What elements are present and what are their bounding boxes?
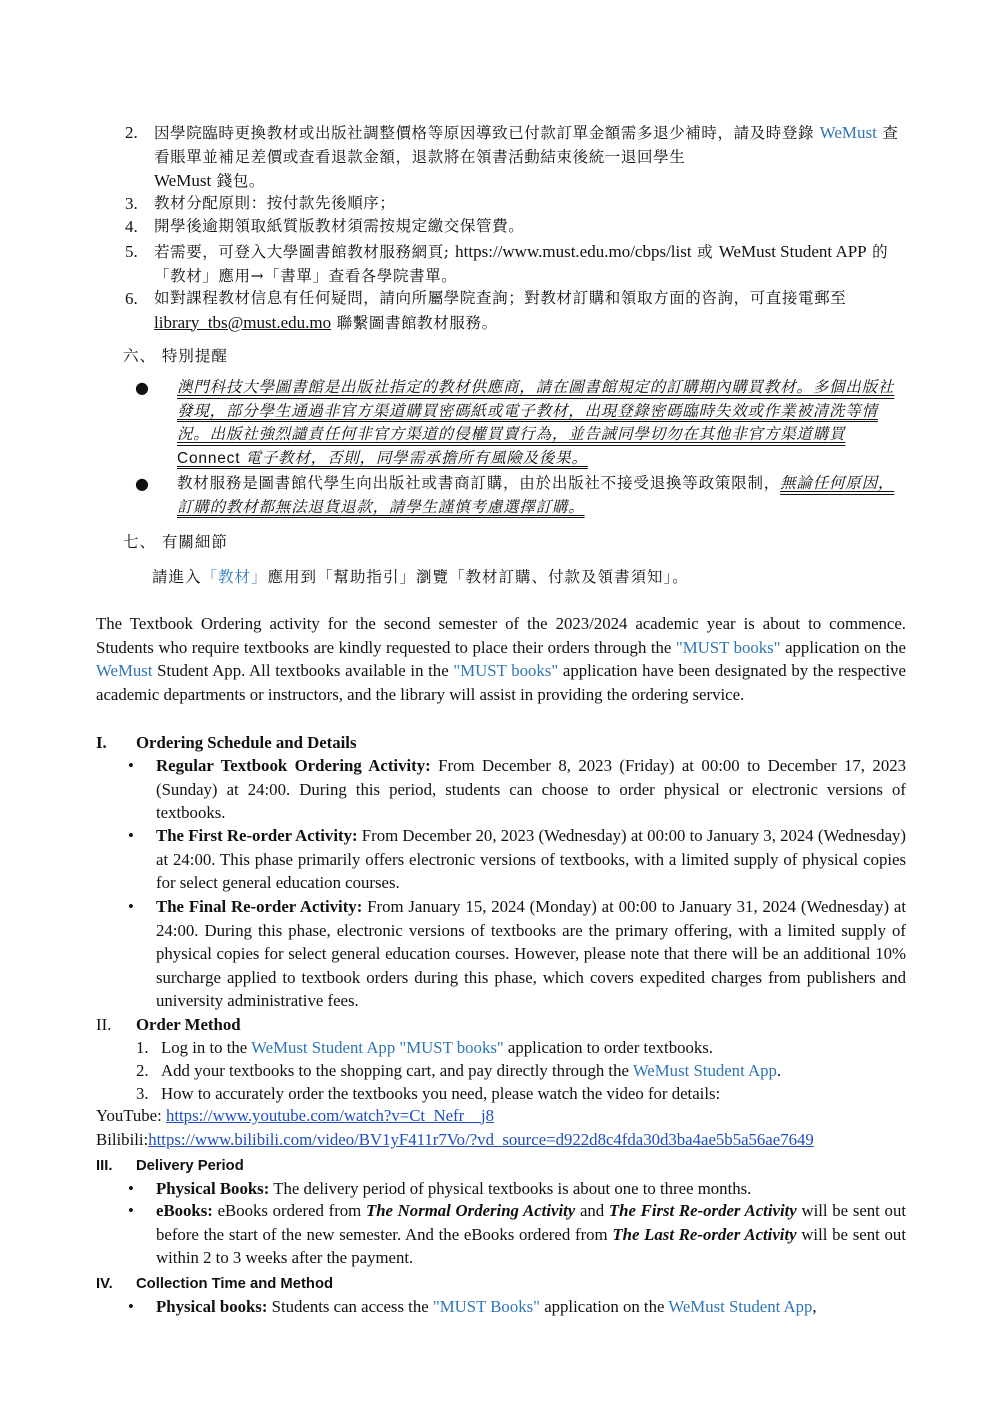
- bilibili-line: [96, 1128, 814, 1151]
- connect-text: Connect: [177, 449, 246, 467]
- zh-list-item-2: [125, 121, 910, 194]
- wemust-text: WeMust: [154, 171, 212, 190]
- intro-text: Student App. All textbooks available in the: [152, 661, 454, 680]
- step-text: .: [776, 1061, 782, 1080]
- intro-paragraph: [96, 612, 906, 706]
- bullet-text: ,: [812, 1297, 817, 1316]
- bullet-icon: •: [128, 897, 134, 916]
- zh-section7-heading: 七、 有關細節: [123, 533, 228, 551]
- order-step-1: [136, 1036, 916, 1059]
- section-number: I.: [96, 733, 107, 752]
- reminder-text: 教材服務是圖書館代學生向出版社或書商訂購，由於出版社不接受退換等政策限制，: [177, 474, 781, 492]
- delivery-bullet-ebooks: [128, 1199, 906, 1270]
- step-text: application to order textbooks.: [503, 1038, 713, 1057]
- reminder-text: 電子教材，否則，同學需承擔所有風險及後果。: [245, 448, 588, 467]
- section-title: Delivery Period: [136, 1158, 244, 1174]
- step-number: 1.: [136, 1038, 149, 1057]
- bullet-icon: •: [128, 1297, 134, 1316]
- list-number: 3.: [125, 194, 138, 213]
- bullet-text: application on the: [540, 1297, 669, 1316]
- step-number: 3.: [136, 1084, 149, 1103]
- list-text: 因學院臨時更換教材或出版社調整價格等原因導致已付款訂單金額需多退少補時，請及時登錄: [154, 124, 815, 142]
- section-title: Order Method: [136, 1015, 241, 1034]
- bilibili-label: Bilibili:: [96, 1130, 149, 1149]
- list-text: 或: [691, 243, 719, 261]
- youtube-label: YouTube:: [96, 1106, 166, 1125]
- schedule-bullet-first-reorder: [128, 824, 906, 895]
- textbook-app-link[interactable]: 「教材」: [201, 568, 268, 586]
- bullet-text: and: [575, 1201, 609, 1220]
- activity-name: The Normal Ordering Activity: [365, 1201, 576, 1220]
- list-text: 開學後逾期領取紙質版教材須需按規定繳交保管費。: [154, 217, 525, 235]
- bullet-text: The delivery period of physical textbooks is about one to three months.: [269, 1179, 752, 1198]
- activity-name: The Last Re-order Activity: [612, 1224, 797, 1244]
- list-text: 的「教材」應用→「書單」查看各學院書單。: [154, 243, 889, 285]
- bullet-text: From January 15, 2024 (Monday) at 00:00 to January 31, 2024 (Wednesday) at 24:00. During this phase, electronic versions of textbooks are the primary offering, with a limited supply of physical copies for select general education courses. However, please note that there will be an additional 10% surcharge applied to textbook orders during this phase, which covers expedited charges from publishers and university administrative fees.: [156, 897, 907, 1010]
- section-number: IV.: [96, 1276, 113, 1292]
- intro-text: The Textbook Ordering activity for the second semester of the 2023/2024 academic year is about to commence. Students who require textbooks are kindly requested to place their orders through the: [96, 614, 906, 657]
- must-books-link[interactable]: "MUST Books": [432, 1297, 540, 1316]
- intro-text: application on the: [780, 637, 906, 657]
- app-name-text: WeMust Student APP: [718, 242, 867, 261]
- section-4-heading: [96, 1273, 333, 1296]
- bullet-text: Students can access the: [267, 1297, 433, 1316]
- list-text: 錢包。: [216, 172, 266, 190]
- activity-name: The First Re-order Activity: [608, 1201, 797, 1220]
- zh-reminder-bullet-1: [135, 376, 905, 470]
- list-text: 如對課程教材信息有任何疑問，請向所屬學院查詢；對教材訂購和領取方面的咨詢，可直接電郵至: [154, 289, 847, 307]
- wemust-must-books-link[interactable]: WeMust Student App "MUST books": [251, 1038, 504, 1057]
- bullet-text: eBooks ordered from: [212, 1201, 366, 1220]
- step-text: Log in to the: [161, 1038, 252, 1057]
- section-number: II.: [96, 1015, 112, 1034]
- bullet-icon: •: [128, 756, 134, 775]
- bullet-icon: •: [128, 826, 134, 845]
- wemust-link[interactable]: WeMust: [96, 661, 153, 680]
- intro-text: application have been designated by the respective academic departments or instructors, and the library will assist in providing the ordering service.: [96, 661, 907, 704]
- section-number: III.: [96, 1158, 113, 1174]
- zh-list-item-5: [125, 240, 910, 288]
- bullet-icon: ●: [135, 474, 149, 493]
- para-text: 請進入: [152, 568, 202, 586]
- delivery-bullet-physical: [128, 1177, 906, 1201]
- zh-list-item-6: [125, 287, 910, 335]
- list-number: 2.: [125, 123, 138, 142]
- section-title: Collection Time and Method: [136, 1276, 334, 1292]
- step-text: How to accurately order the textbooks you need, please watch the video for details:: [161, 1084, 721, 1103]
- list-text: 查看賬單並補足差價或查看退款金額，退款將在領書活動結束後統一退回學生: [154, 124, 899, 166]
- bullet-label: The Final Re-order Activity:: [156, 897, 363, 916]
- schedule-bullet-regular: [128, 754, 906, 825]
- bilibili-link[interactable]: https://www.bilibili.com/video/BV1yF411r7Vo/?vd_source=d922d8c4fda30d3ba4ae5b5a56ae7649: [148, 1130, 814, 1149]
- zh-reminder-bullet-2: [135, 472, 905, 519]
- bullet-text: From December 20, 2023 (Wednesday) at 00:00 to January 3, 2024 (Wednesday) at 24:00. This phase primarily offers electronic versions of textbooks, with a limited supply of physical copies for select general education courses.: [156, 826, 906, 892]
- must-books-link[interactable]: "MUST books": [453, 661, 559, 680]
- bullet-text: will be sent out within 2 to 3 weeks after the payment.: [156, 1224, 906, 1267]
- list-text: 教材分配原則：按付款先後順序；: [154, 194, 396, 212]
- library-email-link[interactable]: library_tbs@must.edu.mo: [154, 312, 332, 332]
- youtube-link[interactable]: https://www.youtube.com/watch?v=Ct_Nefr__j8: [165, 1106, 495, 1125]
- section-2-heading: [96, 1013, 241, 1036]
- zh-section7-paragraph: [152, 565, 689, 587]
- order-step-3: [136, 1082, 916, 1105]
- zh-section6-heading: 六、 特別提醒: [123, 347, 228, 365]
- reminder-text: 澳門科技大學圖書館是出版社指定的教材供應商，請在圖書館規定的訂購期內購買教材。多個出版社發現，部分學生通過非官方渠道購買密碼紙或電子教材，出現登錄密碼臨時失效或作業被清洗等情況。出版社強烈譴責任何非官方渠道的侵權買賣行為，並告誡同學切勿在其他非官方渠道購買: [177, 378, 895, 443]
- bullet-text: From December 8, 2023 (Friday) at 00:00 to December 17, 2023 (Sunday) at 24:00. During this period, students can choose to order physical or electronic versions of textbooks.: [156, 756, 906, 822]
- bullet-icon: ●: [135, 378, 149, 397]
- section-1-heading: [96, 731, 357, 754]
- order-step-2: [136, 1059, 916, 1082]
- list-number: 4.: [125, 217, 138, 236]
- step-text: Add your textbooks to the shopping cart, and pay directly through the: [161, 1061, 633, 1080]
- list-text: 聯繫圖書館教材服務。: [331, 313, 498, 332]
- list-number: 6.: [125, 289, 138, 308]
- cbps-url-link[interactable]: https://www.must.edu.mo/cbps/list: [455, 242, 692, 261]
- section-3-heading: [96, 1155, 244, 1178]
- bullet-label: Physical Books:: [156, 1179, 270, 1198]
- bullet-label: eBooks:: [156, 1201, 213, 1220]
- bullet-text: will be sent out before the start of the new semester. And the eBooks ordered from: [156, 1201, 907, 1244]
- wemust-app-link[interactable]: WeMust Student App: [668, 1297, 813, 1316]
- collection-bullet-physical: [128, 1295, 906, 1319]
- section-title: Ordering Schedule and Details: [136, 733, 357, 752]
- bullet-icon: •: [128, 1201, 134, 1220]
- youtube-line: [96, 1104, 494, 1127]
- wemust-app-link[interactable]: WeMust Student App: [632, 1061, 777, 1080]
- para-text: 應用到「幫助指引」瀏覽「教材訂購、付款及領書須知」。: [267, 568, 689, 586]
- zh-list-item-4: [125, 215, 910, 239]
- schedule-bullet-final-reorder: [128, 895, 906, 1013]
- reminder-emphasis-text: 無論任何原因，訂購的教材都無法退貨退款，請學生謹慎考慮選擇訂購。: [177, 474, 895, 516]
- must-books-link[interactable]: "MUST books": [675, 637, 781, 657]
- list-text: 若需要，可登入大學圖書館教材服務網頁;: [154, 243, 456, 261]
- zh-list-item-3: [125, 192, 910, 216]
- step-number: 2.: [136, 1061, 149, 1080]
- bullet-label: The First Re-order Activity:: [156, 826, 358, 845]
- bullet-label: Physical books:: [156, 1297, 268, 1316]
- list-number: 5.: [125, 242, 138, 261]
- bullet-label: Regular Textbook Ordering Activity:: [156, 756, 431, 775]
- wemust-link[interactable]: WeMust: [819, 123, 877, 142]
- bullet-icon: •: [128, 1179, 134, 1198]
